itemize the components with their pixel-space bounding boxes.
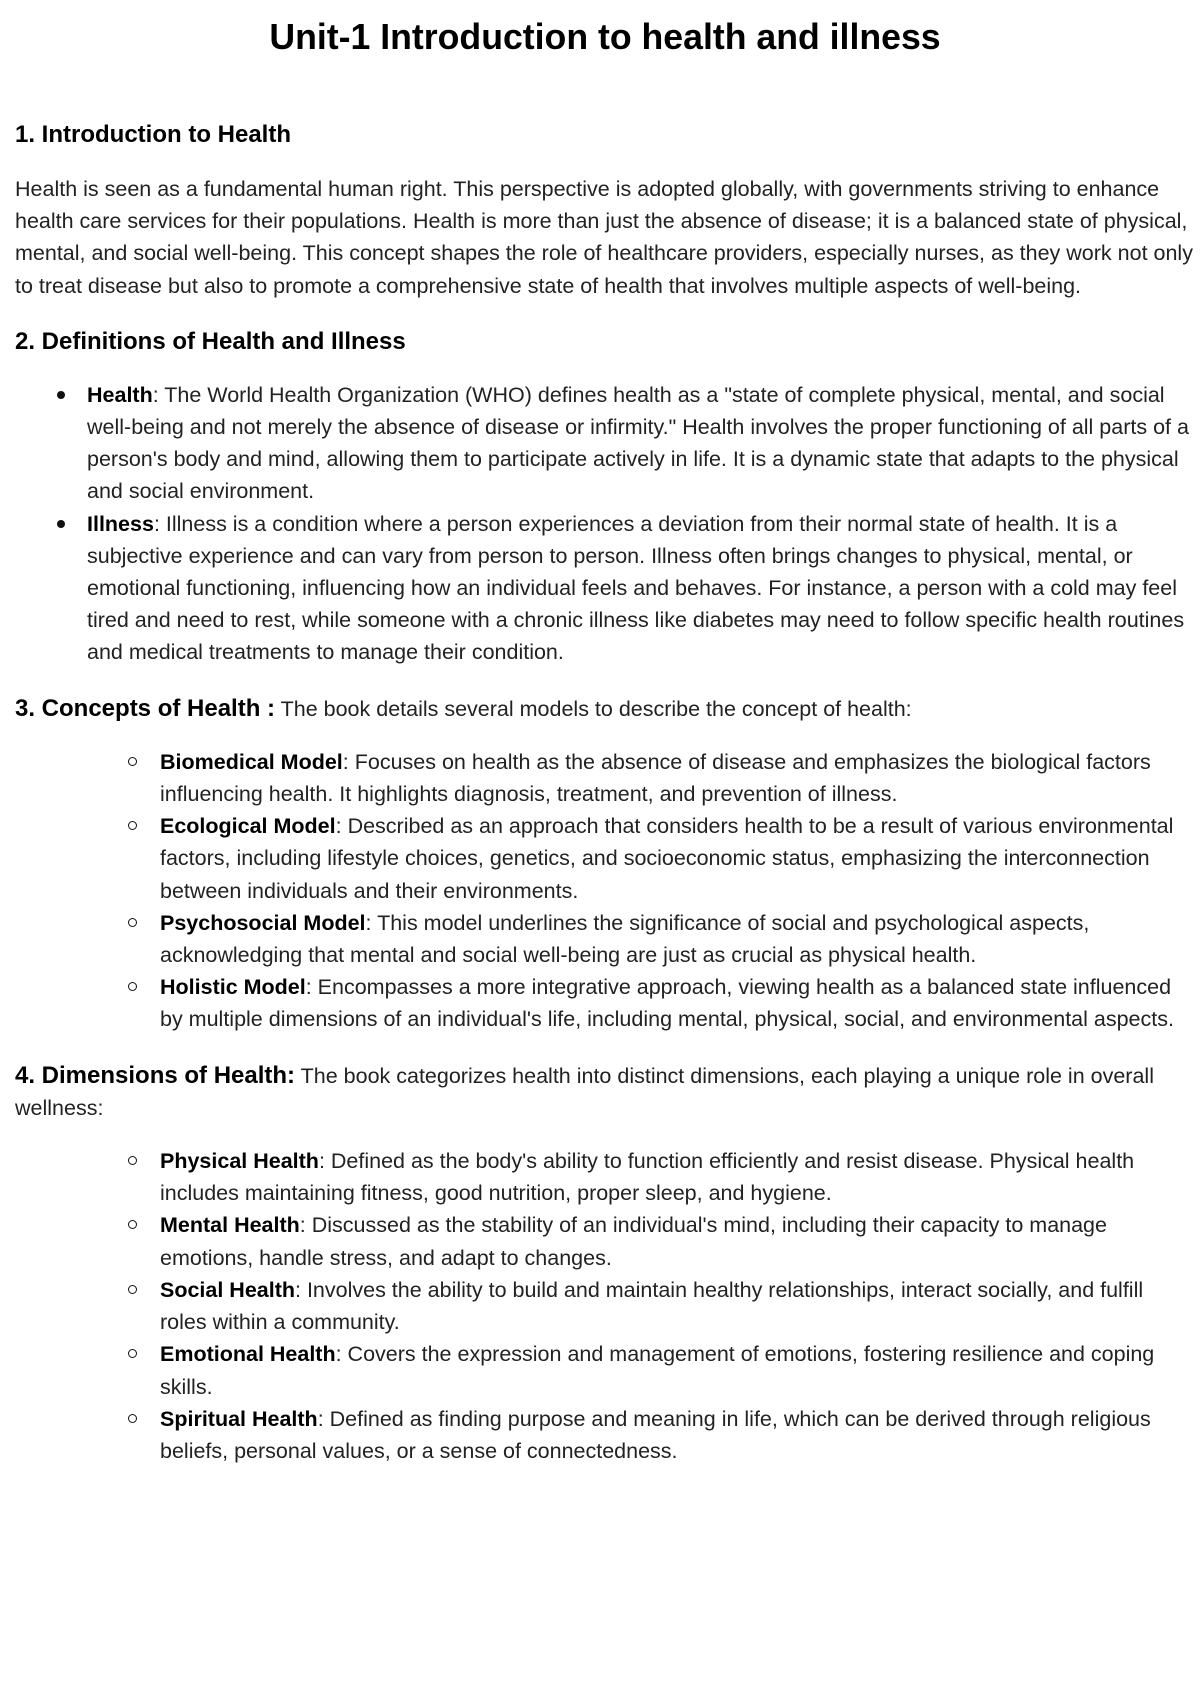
item-text: : Involves the ability to build and maintain healthy relationships, interact socially, and fulfill roles within a community. bbox=[160, 1277, 1144, 1335]
term-mental-health: Mental Health bbox=[160, 1213, 300, 1238]
list-item bbox=[15, 1209, 1195, 1273]
term-health: Health bbox=[87, 382, 153, 407]
item-text: : Covers the expression and management of emotions, fostering resilience and coping skills. bbox=[160, 1342, 1155, 1399]
term-psychosocial-model: Psychosocial Model bbox=[160, 910, 366, 935]
term-illness: Illness bbox=[87, 511, 154, 536]
item-text: : Focuses on health as the absence of disease and emphasizes the biological factors influencing health. It highlights diagnosis, treatment, and prevention of illness. bbox=[160, 749, 1151, 807]
definition-text: : Illness is a condition where a person experiences a deviation from their normal state of health. It is a subjective experience and can vary from person to person. Illness often brings changes to physical, mental, or emotional functioning, influencing how an individual feels and behaves. For instance, a person with a cold may feel tired and need to rest, while someone with a chronic illness like diabetes may need to follow specific health routines and medical treatments to manage their condition. bbox=[87, 511, 1185, 665]
list-item bbox=[15, 379, 1195, 508]
list-item bbox=[15, 971, 1195, 1035]
health-models-list bbox=[15, 746, 1195, 1036]
health-dimensions-list bbox=[15, 1145, 1195, 1467]
section-1-paragraph: Health is seen as a fundamental human right. This perspective is adopted globally, with governments striving to enhance health care services for their populations. Health is more than just the absence of disease; it is a balanced state of physical, mental, and social well-being. This concept shapes the role of healthcare providers, especially nurses, as they work not only to treat disease but also to promote a comprehensive state of health that involves multiple aspects of well-being. bbox=[15, 177, 1193, 298]
term-physical-health: Physical Health bbox=[160, 1149, 319, 1174]
item-text: : Defined as the body's ability to function efficiently and resist disease. Physical health includes maintaining fitness, good nutrition, proper sleep, and hygiene. bbox=[160, 1149, 1135, 1206]
term-biomedical-model: Biomedical Model bbox=[160, 749, 343, 774]
list-item bbox=[15, 907, 1195, 971]
list-item bbox=[15, 746, 1195, 810]
section-4-heading: 4. Dimensions of Health: bbox=[15, 1061, 296, 1089]
term-emotional-health: Emotional Health bbox=[160, 1342, 336, 1367]
item-text: : Described as an approach that considers health to be a result of various environmental factors, including lifestyle choices, genetics, and socioeconomic status, emphasizing the interconnection between individuals and their environments. bbox=[160, 814, 1174, 903]
list-item bbox=[15, 1145, 1195, 1209]
term-spiritual-health: Spiritual Health bbox=[160, 1406, 318, 1431]
section-1-heading: 1. Introduction to Health bbox=[15, 121, 291, 148]
section-3-intro-text: The book details several models to describe the concept of health: bbox=[275, 696, 912, 721]
item-text: : Discussed as the stability of an individual's mind, including their capacity to manage emotions, handle stress, and adapt to changes. bbox=[160, 1213, 1107, 1270]
list-item bbox=[15, 1274, 1195, 1338]
term-social-health: Social Health bbox=[160, 1277, 296, 1302]
list-item bbox=[15, 1403, 1195, 1467]
document-title: Unit-1 Introduction to health and illness bbox=[269, 16, 941, 57]
list-item bbox=[15, 508, 1195, 669]
section-3-heading: 3. Concepts of Health : bbox=[15, 694, 276, 722]
section-3-intro bbox=[15, 693, 1195, 725]
term-holistic-model: Holistic Model bbox=[160, 975, 306, 1000]
section-4-intro bbox=[15, 1060, 1195, 1124]
definitions-list bbox=[15, 379, 1195, 669]
list-item bbox=[15, 810, 1195, 907]
item-text: : Defined as finding purpose and meaning in life, which can be derived through religious beliefs, personal values, or a sense of connectedness. bbox=[160, 1406, 1151, 1463]
section-4-intro-text: The book categorizes health into distinct dimensions, each playing a unique role in overall wellness: bbox=[15, 1063, 1154, 1120]
term-ecological-model: Ecological Model bbox=[160, 814, 336, 839]
document-page bbox=[15, 0, 1195, 1467]
item-text: : This model underlines the significance of social and psychological aspects, acknowledging that mental and social well-being are just as crucial as physical health. bbox=[160, 910, 1090, 968]
list-item bbox=[15, 1338, 1195, 1402]
item-text: : Encompasses a more integrative approach, viewing health as a balanced state influenced by multiple dimensions of an individual's life, including mental, physical, social, and environmental aspects. bbox=[160, 975, 1174, 1032]
section-2-heading: 2. Definitions of Health and Illness bbox=[15, 327, 406, 355]
definition-text: : The World Health Organization (WHO) defines health as a "state of complete physical, mental, and social well-being and not merely the absence of disease or infirmity." Health involves the proper functioning of all parts of a person's body and mind, allowing them to participate actively in life. It is a dynamic state that adapts to the physical and social environment. bbox=[87, 382, 1189, 504]
